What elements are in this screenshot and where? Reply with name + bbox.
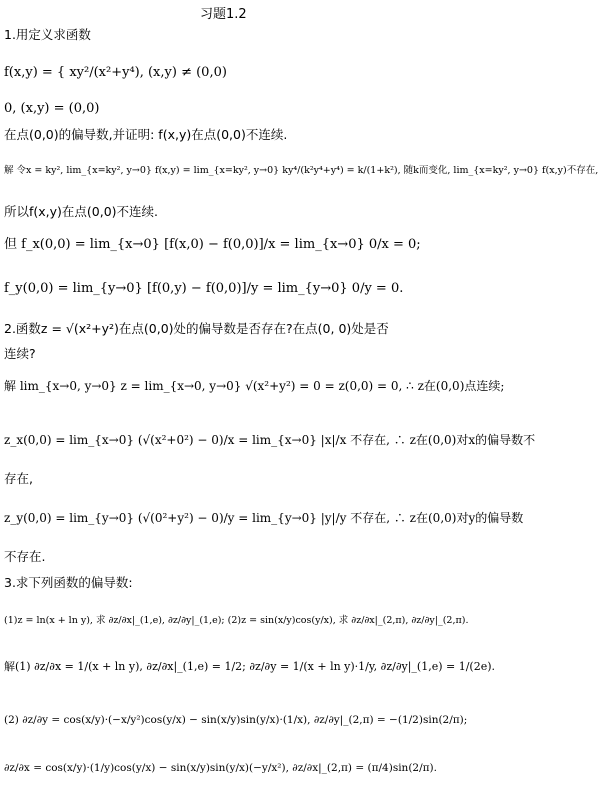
problem-2-statement-cont: 连续? [4,346,36,361]
solution-2-zx-cont: 存在, [4,471,33,486]
solution-3-part-1: 解(1) ∂z/∂x = 1/(x + ln y), ∂z/∂x|_(1,e) = 1/2; ∂z/∂y = 1/(x + ln y)·1/y, ∂z/∂y|_(1,e) = 1/(2e). [4,660,496,673]
solution-2-zy: z_y(0,0) = lim_{y→0} (√(0²+y²) − 0)/y = lim_{y→0} |y|/y 不存在, ∴ z在(0,0)对y的偏导数 [4,511,524,525]
solution-1-limit: 解 令x = ky², lim_{x=ky², y→0} f(x,y) = lim_{x=ky², y→0} ky⁴/(k²y⁴+y⁴) = k/(1+k²), 随k而变化, lim_{x=ky², y→0} f(x,y)不存在, [4,165,598,176]
problem-2-statement: 2.函数z = √(x²+y²)在点(0,0)处的偏导数是否存在?在点(0, 0)处是否 [4,321,389,336]
solution-3-part-2-dzdx: ∂z/∂x = cos(x/y)·(1/y)cos(y/x) − sin(x/y)sin(y/x)(−y/x²), ∂z/∂x|_(2,π) = (π/4)sin(2/π). [4,762,437,774]
problem-1-task: 在点(0,0)的偏导数,并证明: f(x,y)在点(0,0)不连续. [4,127,288,142]
solution-2-zx: z_x(0,0) = lim_{x→0} (√(x²+0²) − 0)/x = lim_{x→0} |x|/x 不存在, ∴ z在(0,0)对x的偏导数不 [4,433,536,447]
solution-2-continuity: 解 lim_{x→0, y→0} z = lim_{x→0, y→0} √(x²+y²) = 0 = z(0,0) = 0, ∴ z在(0,0)点连续; [4,379,505,393]
function-definition-case-1: f(x,y) = { xy²/(x²+y⁴), (x,y) ≠ (0,0) [4,65,227,80]
solution-1-fx: 但 f_x(0,0) = lim_{x→0} [f(x,0) − f(0,0)]/x = lim_{x→0} 0/x = 0; [4,237,421,252]
problem-3-functions: (1)z = ln(x + ln y), 求 ∂z/∂x|_(1,e), ∂z/∂y|_(1,e); (2)z = sin(x/y)cos(y/x), 求 ∂z/∂x|_(2,π), ∂z/∂y|_(2,π). [4,615,469,626]
function-definition-case-2: 0, (x,y) = (0,0) [4,101,100,116]
problem-3-statement: 3.求下列函数的偏导数: [4,575,133,590]
problem-1-statement: 1.用定义求函数 [4,27,91,42]
solution-2-zy-cont: 不存在. [4,549,46,564]
solution-1-fy: f_y(0,0) = lim_{y→0} [f(0,y) − f(0,0)]/y = lim_{y→0} 0/y = 0. [4,281,404,296]
solution-1-conclusion: 所以f(x,y)在点(0,0)不连续. [4,204,159,219]
solution-3-part-2-dzdy: (2) ∂z/∂y = cos(x/y)·(−x/y²)cos(y/x) − sin(x/y)sin(y/x)·(1/x), ∂z/∂y|_(2,π) = −(1/2)sin(2/π); [4,714,468,726]
page-title: 习题1.2 [200,7,247,22]
